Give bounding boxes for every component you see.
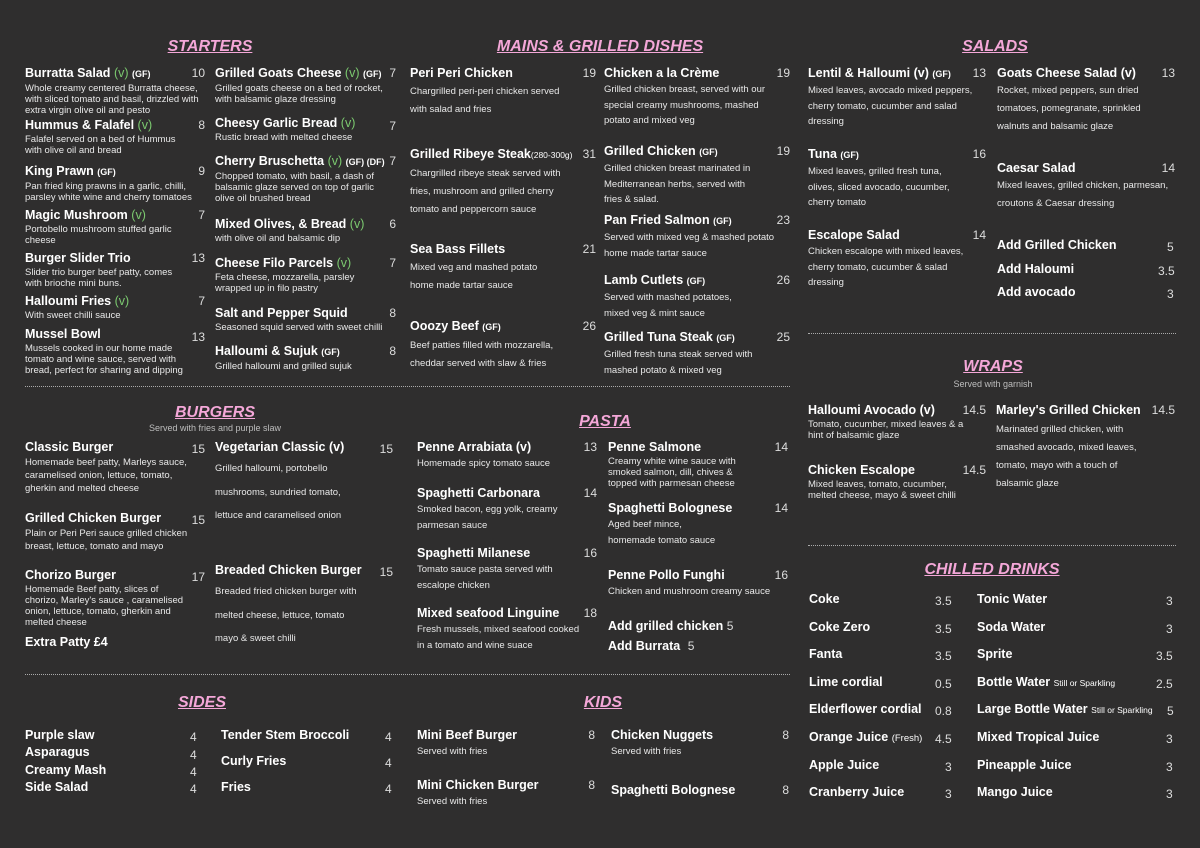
drink-item: Mixed Tropical Juice <box>977 730 1100 744</box>
menu-item: Penne Pollo Funghi 16 Chicken and mushroom creamy sauce <box>608 568 788 597</box>
menu-item: King Prawn (GF) 9 Pan fried king prawns in a garlic, chilli, parsley white wine and cherry tomatoes <box>25 164 205 203</box>
menu-item: Penne Salmone 14 Creamy white wine sauce with smoked salmon, dill, chives & topped with parmesan cheese <box>608 440 788 489</box>
menu-item: Mixed Olives, & Bread (v) 6 with olive oil and balsamic dip <box>215 217 396 244</box>
menu-item: Spaghetti Bolognese 14 Aged beef mince, homemade tomato sauce <box>608 501 788 546</box>
drink-item: Sprite <box>977 647 1013 661</box>
drink-price: 5 <box>1167 704 1174 718</box>
drink-item: Coke <box>809 592 840 606</box>
drink-price: 3.5 <box>935 649 952 663</box>
drink-item: Pineapple Juice <box>977 758 1072 772</box>
side-price: 4 <box>190 782 197 796</box>
salad-addon-price: 5 <box>1167 240 1174 254</box>
menu-item: Pan Fried Salmon (GF) 23 Served with mixed veg & mashed potato home made tartar sauce <box>604 213 790 259</box>
drink-price: 3 <box>945 787 952 801</box>
drink-price: 4.5 <box>935 732 952 746</box>
menu-item: Chicken Escalope 14.5 Mixed leaves, tomato, cucumber, melted cheese, mayo & sweet chilli <box>808 463 986 501</box>
menu-item: Mussel Bowl 13 Mussels cooked in our home made tomato and wine sauce, served with bread, perfect for sharing and dipping <box>25 327 205 376</box>
drink-item: Apple Juice <box>809 758 880 772</box>
side-item: Tender Stem Broccoli <box>221 728 350 742</box>
menu-item: Mini Beef Burger 8 Served with fries <box>417 728 595 757</box>
drink-price: 3.5 <box>1156 649 1173 663</box>
drink-item: Bottle Water Still or Sparkling <box>977 675 1116 689</box>
side-item: Asparagus <box>25 745 90 759</box>
menu-item: Penne Arrabiata (v) 13 Homemade spicy tomato sauce <box>417 440 597 469</box>
kids-heading: KIDS <box>583 694 623 711</box>
drinks-heading: CHILLED DRINKS <box>924 561 1060 578</box>
menu-item: Grilled Chicken (GF) 19 Grilled chicken breast marinated in Mediterranean herbs, served with fries & salad. <box>604 144 790 205</box>
menu-item: Chicken a la Crème 19 Grilled chicken breast, served with our special creamy mushrooms, mashed potato and mixed veg <box>604 66 790 126</box>
menu-item: Grilled Chicken Burger 15 Plain or Peri Peri sauce grilled chicken breast, lettuce, tomato and mayo <box>25 511 205 552</box>
mains-heading: MAINS & GRILLED DISHES <box>496 38 704 55</box>
menu-item: Halloumi Avocado (v) 14.5 Tomato, cucumber, mixed leaves & a hint of balsamic glaze <box>808 403 986 441</box>
side-price: 4 <box>385 782 392 796</box>
menu-item: Classic Burger 15 Homemade beef patty, Marleys sauce, caramelised onion, lettuce, tomato, gherkin and melted cheese <box>25 440 205 494</box>
menu-item: Chicken Nuggets 8 Served with fries <box>611 728 789 757</box>
extra-patty: Extra Patty £4 <box>25 635 108 649</box>
menu-item: Salt and Pepper Squid 8 Seasoned squid served with sweet chilli <box>215 306 396 333</box>
pasta-addon: Add Burrata 5 <box>608 639 695 653</box>
menu-item: Hummus & Falafel (v) 8 Falafel served on a bed of Hummus with olive oil and bread <box>25 118 205 156</box>
side-price: 4 <box>190 748 197 762</box>
menu-item: Ooozy Beef (GF) 26 Beef patties filled with mozzarella, cheddar served with slaw & fries <box>410 319 596 369</box>
menu-item: Mini Chicken Burger 8 Served with fries <box>417 778 595 807</box>
wraps-heading: WRAPS <box>963 358 1023 375</box>
divider <box>25 386 790 387</box>
pasta-addon: Add grilled chicken 5 <box>608 619 734 633</box>
drink-item: Elderflower cordial <box>809 702 922 716</box>
drink-price: 3 <box>1166 760 1173 774</box>
side-item: Fries <box>221 780 251 794</box>
menu-item: Sea Bass Fillets 21 Mixed veg and mashed potato home made tartar sauce <box>410 242 596 291</box>
side-item: Purple slaw <box>25 728 95 742</box>
drink-item: Cranberry Juice <box>809 785 905 799</box>
menu-item: Magic Mushroom (v) 7 Portobello mushroom stuffed garlic cheese <box>25 208 205 246</box>
menu-item: Spaghetti Milanese 16 Tomato sauce pasta served with escalope chicken <box>417 546 597 591</box>
drink-price: 3.5 <box>935 622 952 636</box>
menu-item: Peri Peri Chicken 19 Chargrilled peri-peri chicken served with salad and fries <box>410 66 596 115</box>
divider <box>25 674 790 675</box>
menu-item: Mixed seafood Linguine 18 Fresh mussels, mixed seafood cooked in a tomato and wine suace <box>417 606 597 651</box>
drink-price: 3 <box>945 760 952 774</box>
salad-addon: Add Grilled Chicken <box>997 238 1117 252</box>
menu-item: Burratta Salad (v) (GF) 10 Whole creamy centered Burratta cheese, with sliced tomato and basil, drizzled with extra virgin olive oil and pesto <box>25 66 205 116</box>
side-item: Curly Fries <box>221 754 287 768</box>
side-price: 4 <box>385 756 392 770</box>
drink-item: Orange Juice (Fresh) <box>809 730 923 744</box>
side-item: Side Salad <box>25 780 89 794</box>
side-item: Creamy Mash <box>25 763 107 777</box>
drink-price: 0.5 <box>935 677 952 691</box>
salad-addon: Add avocado <box>997 285 1076 299</box>
menu-item: Escalope Salad 14 Chicken escalope with mixed leaves, cherry tomato, cucumber & salad dressing <box>808 228 986 288</box>
starters-heading: STARTERS <box>167 38 253 55</box>
drink-price: 3 <box>1166 787 1173 801</box>
drink-item: Soda Water <box>977 620 1046 634</box>
drink-item: Lime cordial <box>809 675 883 689</box>
menu-item: Grilled Goats Cheese (v) (GF) 7 Grilled goats cheese on a bed of rocket, with balsamic glaze dressing <box>215 66 396 105</box>
menu-item: Spaghetti Carbonara 14 Smoked bacon, egg yolk, creamy parmesan sauce <box>417 486 597 531</box>
sides-heading: SIDES <box>177 694 226 711</box>
side-price: 4 <box>385 730 392 744</box>
drink-item: Mango Juice <box>977 785 1053 799</box>
drink-item: Large Bottle Water Still or Sparkling <box>977 702 1153 716</box>
burgers-heading: BURGERS <box>174 404 255 421</box>
drink-price: 3.5 <box>935 594 952 608</box>
menu-item: Caesar Salad 14 Mixed leaves, grilled chicken, parmesan, croutons & Caesar dressing <box>997 161 1175 209</box>
menu-item: Goats Cheese Salad (v) 13 Rocket, mixed peppers, sun dried tomatoes, pomegranate, sprinkled walnuts and balsamic glaze <box>997 66 1175 132</box>
salads-heading: SALADS <box>962 38 1028 55</box>
menu-item: Chorizo Burger 17 Homemade Beef patty, slices of chorizo, Marley's sauce , caramelised onion, lettuce, tomato, gherkin and melted cheese <box>25 568 205 628</box>
drink-item: Tonic Water <box>977 592 1048 606</box>
divider <box>808 545 1176 546</box>
drink-price: 3 <box>1166 732 1173 746</box>
drink-price: 3 <box>1166 622 1173 636</box>
menu-item: Cherry Bruschetta (v) (GF) (DF) 7 Chopped tomato, with basil, a dash of balsamic glaze served on top of garlic olive oil brushed bread <box>215 154 396 204</box>
drink-price: 0.8 <box>935 704 952 718</box>
menu-item: Cheese Filo Parcels (v) 7 Feta cheese, mozzarella, parsley wrapped up in filo pastry <box>215 256 396 294</box>
menu-item: Tuna (GF) 16 Mixed leaves, grilled fresh tuna, olives, sliced avocado, cucumber, cherry tomato <box>808 147 986 208</box>
salad-addon-price: 3.5 <box>1158 264 1175 278</box>
menu-item: Grilled Ribeye Steak(280-300g) 31 Chargrilled ribeye steak served with fries, mushroom and grilled cherry tomato and peppercorn sauce <box>410 147 596 215</box>
drink-item: Coke Zero <box>809 620 871 634</box>
side-price: 4 <box>190 765 197 779</box>
menu-item: Halloumi & Sujuk (GF) 8 Grilled halloumi and grilled sujuk <box>215 344 396 372</box>
menu-item: Vegetarian Classic (v) 15 Grilled halloumi, portobello mushrooms, sundried tomato, lettuce and caramelised onion <box>215 440 393 521</box>
salad-addon-price: 3 <box>1167 287 1174 301</box>
menu-item: Cheesy Garlic Bread (v) 7 Rustic bread with melted cheese <box>215 116 396 143</box>
menu-item: Lentil & Halloumi (v) (GF) 13 Mixed leaves, avocado mixed peppers, cherry tomato, cucumber and salad dressing <box>808 66 986 127</box>
wraps-subheading: Served with garnish <box>953 379 1033 389</box>
divider <box>808 333 1176 334</box>
salad-addon: Add Haloumi <box>997 262 1075 276</box>
pasta-heading: PASTA <box>579 413 631 430</box>
side-price: 4 <box>190 730 197 744</box>
menu-item: Burger Slider Trio 13 Slider trio burger beef patty, comes with brioche mini buns. <box>25 251 205 289</box>
menu-item: Breaded Chicken Burger 15 Breaded fried chicken burger with melted cheese, lettuce, tomato mayo & sweet chilli <box>215 563 393 644</box>
menu-item: Grilled Tuna Steak (GF) 25 Grilled fresh tuna steak served with mashed potato & mixed veg <box>604 330 790 376</box>
drink-item: Fanta <box>809 647 843 661</box>
drink-price: 3 <box>1166 594 1173 608</box>
menu-item: Halloumi Fries (v) 7 With sweet chilli sauce <box>25 294 205 321</box>
menu-item: Marley's Grilled Chicken 14.5 Marinated grilled chicken, with smashed avocado, mixed leaves, tomato, mayo with a touch of balsamic glaze <box>996 403 1175 489</box>
drink-price: 2.5 <box>1156 677 1173 691</box>
menu-item: Lamb Cutlets (GF) 26 Served with mashed potatoes, mixed veg & mint sauce <box>604 273 790 319</box>
burgers-subheading: Served with fries and purple slaw <box>148 423 282 433</box>
menu-item: Spaghetti Bolognese 8 <box>611 783 789 797</box>
